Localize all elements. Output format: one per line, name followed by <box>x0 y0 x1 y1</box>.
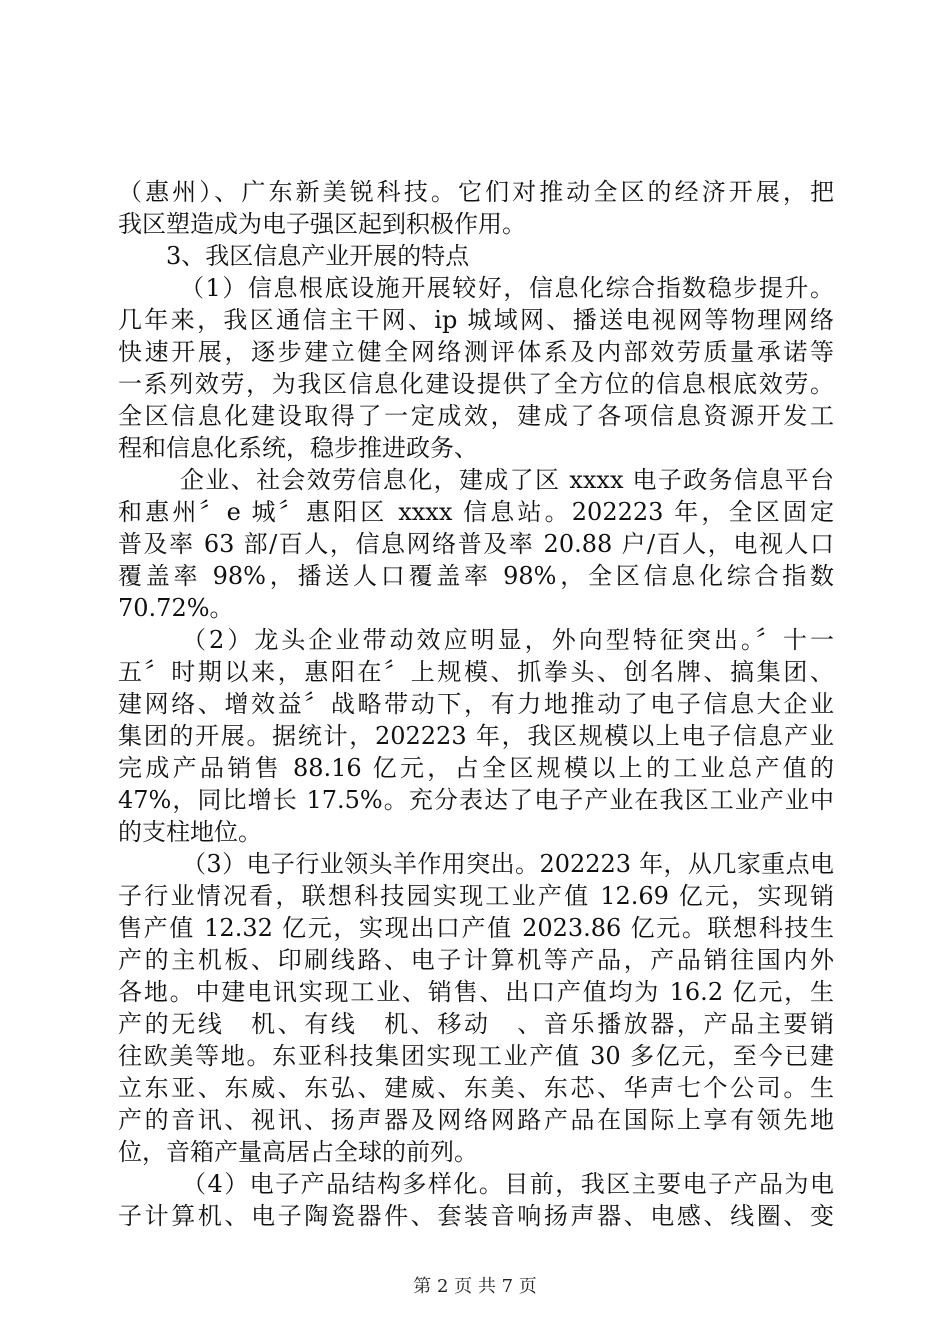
text-line: 几年来，我区通信主干网、ip 城域网、播送电视网等物理网络 <box>118 306 834 334</box>
text-line: 普及率 63 部/百人，信息网络普及率 20.88 户/百人，电视人口 <box>118 530 834 558</box>
text-line: 47%，同比增长 17.5%。充分表达了电子产业在我区工业产业中 <box>118 786 834 814</box>
paragraph-heading: （1）信息根底设施开展较好，信息化综合指数稳步提升。 <box>180 274 834 302</box>
paragraph-heading: （4）电子产品结构多样化。目前，我区主要电子产品为电 <box>182 1170 834 1198</box>
text-line: 产的主机板、印刷线路、电子计算机等产品，产品销往国内外 <box>118 946 834 974</box>
text-line: 和惠州〞e 城〞惠阳区 xxxx 信息站。202223 年，全区固定 <box>118 498 834 526</box>
text-line: （惠州）、广东新美锐科技。它们对推动全区的经济开展，把 <box>118 178 834 206</box>
text-line: 的支柱地位。 <box>118 818 262 846</box>
text-line: 程和信息化系统，稳步推进政务、 <box>118 434 478 462</box>
text-line: 建网络、增效益〞战略带动下，有力地推动了电子信息大企业 <box>118 690 834 718</box>
text-line: 完成产品销售 88.16 亿元，占全区规模以上的工业总产值的 <box>118 754 834 782</box>
paragraph-heading: （3）电子行业领头羊作用突出。202223 年，从几家重点电 <box>182 850 834 878</box>
text-line: 子行业情况看，联想科技园实现工业产值 12.69 亿元，实现销 <box>118 882 834 910</box>
text-line: 70.72%。 <box>118 594 234 622</box>
text-line: 各地。中建电讯实现工业、销售、出口产值均为 16.2 亿元，生 <box>118 978 834 1006</box>
page-number-footer: 第 2 页 共 7 页 <box>413 1276 537 1297</box>
text-line: 我区塑造成为电子强区起到积极作用。 <box>118 210 526 238</box>
text-line: 售产值 12.32 亿元，实现出口产值 2023.86 亿元。联想科技生 <box>118 914 834 942</box>
text-line: 位，音箱产量高居占全球的前列。 <box>118 1138 478 1166</box>
text-line: 五〞时期以来，惠阳在〞上规模、抓拳头、创名牌、搞集团、 <box>118 658 834 686</box>
text-line: 一系列效劳，为我区信息化建设提供了全方位的信息根底效劳。 <box>118 370 834 398</box>
text-line: 全区信息化建设取得了一定成效，建成了各项信息资源开发工 <box>118 402 834 430</box>
paragraph-heading: （2）龙头企业带动效应明显，外向型特征突出。〞十一 <box>182 626 834 654</box>
section-heading: 3、我区信息产业开展的特点 <box>166 242 470 270</box>
text-line: 企业、社会效劳信息化，建成了区 xxxx 电子政务信息平台 <box>180 466 834 494</box>
text-line: 覆盖率 98%，播送人口覆盖率 98%，全区信息化综合指数 <box>118 562 834 590</box>
text-line: 子计算机、电子陶瓷器件、套装音响扬声器、电感、线圈、变 <box>118 1202 834 1230</box>
text-line: 立东亚、东威、东弘、建威、东美、东芯、华声七个公司。生 <box>118 1074 834 1102</box>
text-line: 集团的开展。据统计，202223 年，我区规模以上电子信息产业 <box>118 722 834 750</box>
text-line: 快速开展，逐步建立健全网络测评体系及内部效劳质量承诺等 <box>118 338 834 366</box>
text-line: 产的无线 机、有线 机、移动 、音乐播放器，产品主要销 <box>118 1010 834 1038</box>
text-line: 产的音讯、视讯、扬声器及网络网路产品在国际上享有领先地 <box>118 1106 834 1134</box>
document-body <box>118 176 834 1232</box>
text-line: 往欧美等地。东亚科技集团实现工业产值 30 多亿元，至今已建 <box>118 1042 834 1070</box>
